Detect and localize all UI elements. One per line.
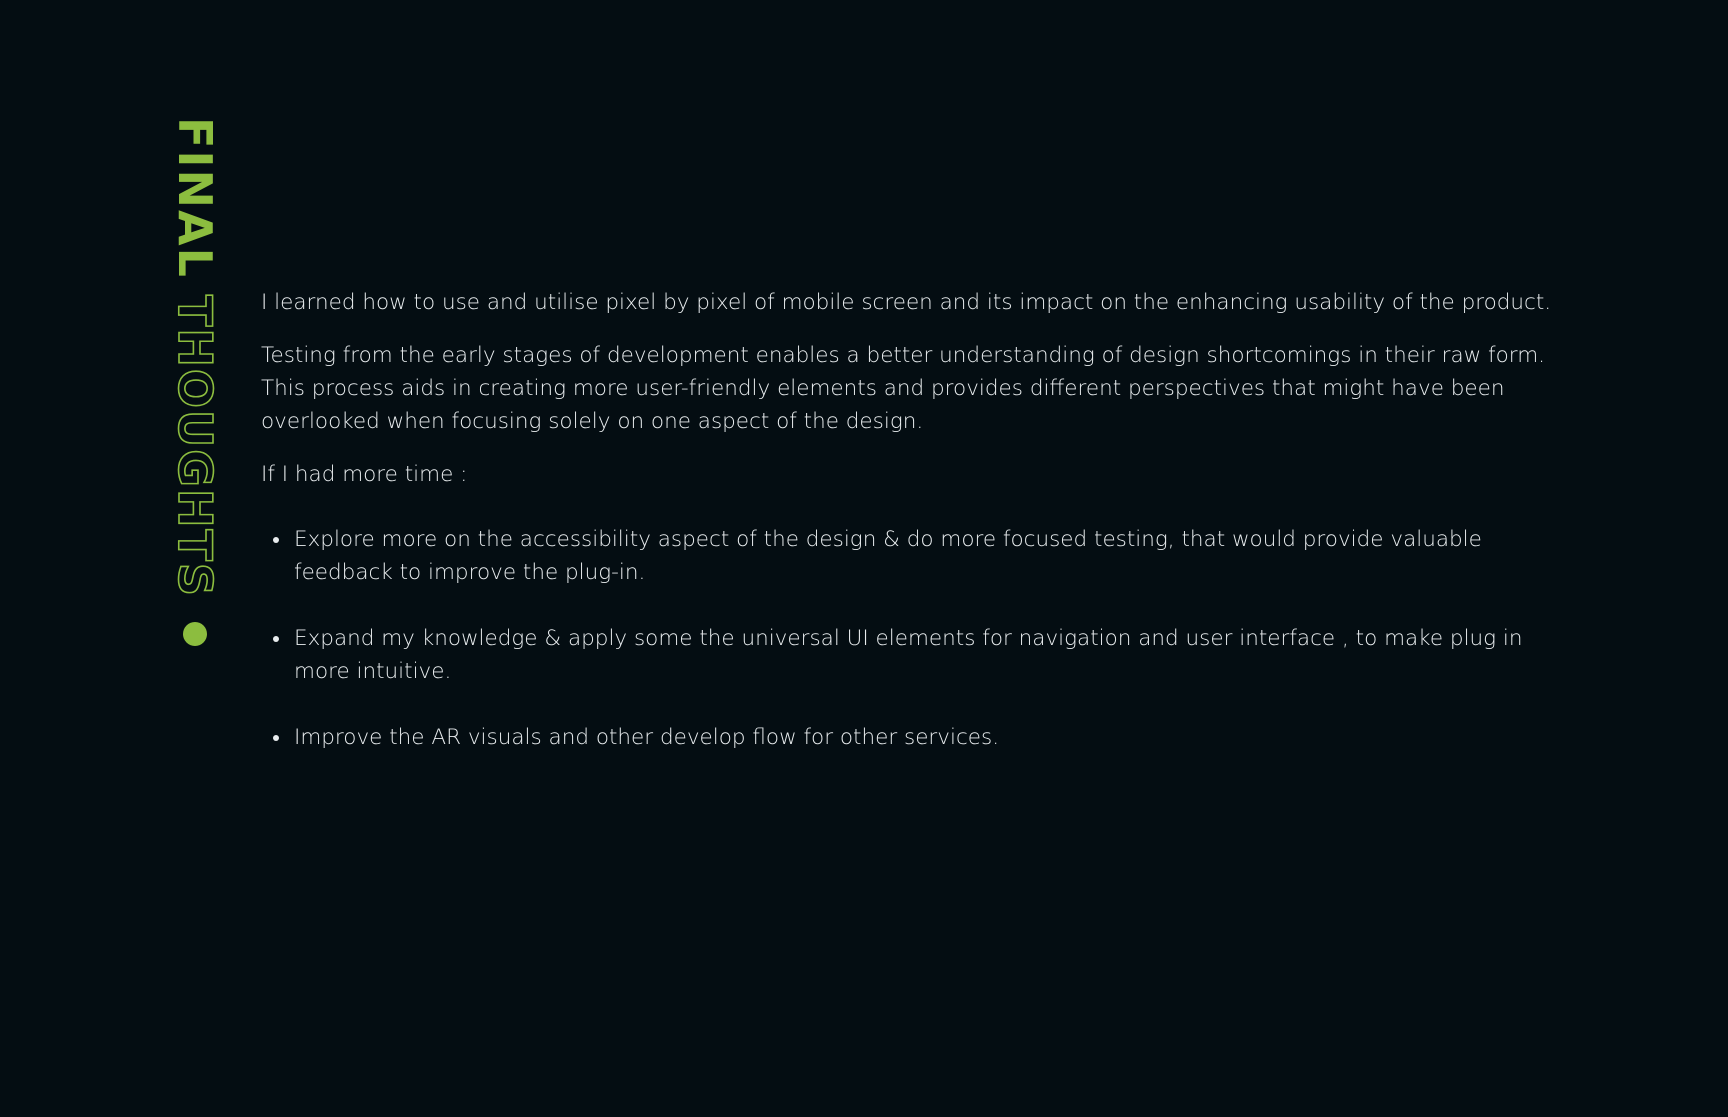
paragraph-testing: Testing from the early stages of development enables a better understanding of design shortcomings in their raw form. This process aids in creating more user-friendly elements and provides different perspectives that might have been overlooked when focusing solely on one aspect of the design. — [261, 343, 1546, 434]
list-item-text: Improve the AR visuals and other develop flow for other services. — [294, 725, 1000, 750]
section-heading — [168, 117, 222, 646]
heading-word-thoughts: THOUGHTS — [168, 294, 222, 599]
bullet-icon — [273, 735, 279, 741]
paragraph-more-time: If I had more time : — [261, 462, 468, 487]
bullet-icon — [273, 537, 279, 543]
list-item — [261, 721, 1581, 754]
list-item — [261, 622, 1581, 688]
final-thoughts-content — [261, 286, 1581, 787]
accent-dot-icon — [183, 622, 207, 646]
improvement-list — [261, 523, 1581, 754]
paragraph-learned: I learned how to use and utilise pixel by pixel of mobile screen and its impact on the enhancing usability of the product. — [261, 290, 1552, 315]
heading-word-final: FINAL — [168, 117, 222, 279]
list-item — [261, 523, 1581, 589]
list-item-text: Expand my knowledge & apply some the universal UI elements for navigation and user interface , to make plug in more intuitive. — [294, 626, 1523, 684]
bullet-icon — [273, 636, 279, 642]
list-item-text: Explore more on the accessibility aspect of the design & do more focused testing, that would provide valuable feedback to improve the plug-in. — [294, 527, 1482, 585]
